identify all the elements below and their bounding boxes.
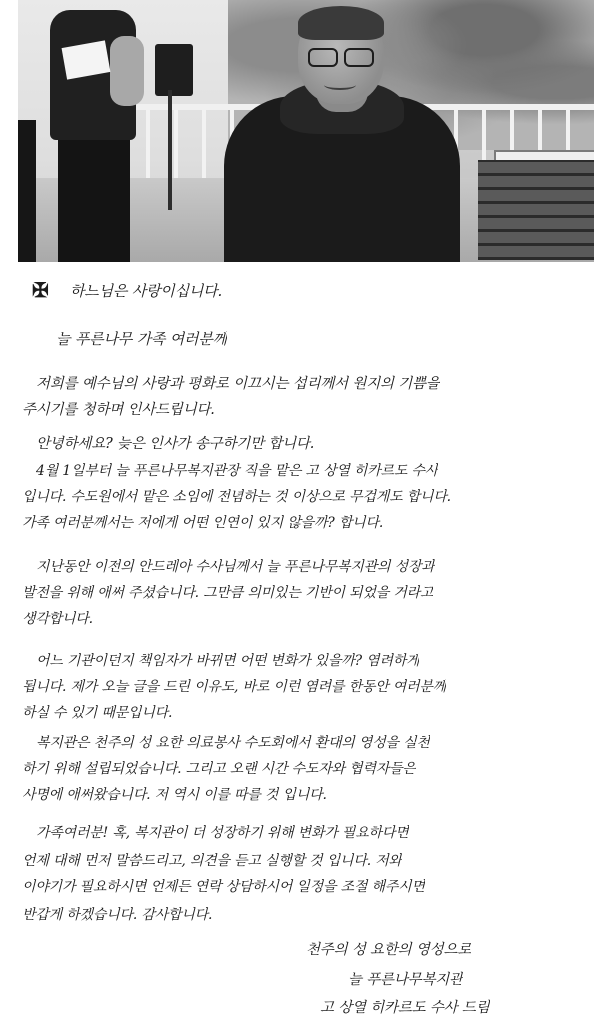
letter-line: 입니다. 수도원에서 맡은 소임에 전념하는 것 이상으로 무겁게도 합니다.	[22, 489, 451, 505]
letter-line: 이야기가 필요하시면 언제든 연락 상담하시어 일정을 조절 해주시면	[22, 879, 425, 895]
photo-dark-edge	[18, 120, 36, 262]
letter-line: 하실 수 있기 때문입니다.	[22, 705, 173, 721]
letter-greeting: 하느님은 사랑이십니다.	[70, 282, 223, 300]
letter-line: 가족여러분! 혹, 복지관이 더 성장하기 위해 변화가 필요하다면	[36, 825, 409, 841]
letter-line: 저희를 예수님의 사랑과 평화로 이끄시는 섭리께서 원지의 기쁨을	[36, 376, 440, 392]
letter-line: 발전을 위해 애써 주셨습니다. 그만큼 의미있는 기반이 되었을 거라고	[22, 585, 434, 601]
photo-person-legs	[58, 138, 130, 262]
monk-glasses	[308, 48, 374, 64]
letter-closing-line: 천주의 성 요한의 영성으로	[306, 942, 472, 958]
letter-closing-line: 늘 푸른나무복지관	[348, 972, 463, 988]
letter-line: 어느 기관이던지 책임자가 바뀌면 어떤 변화가 있을까? 염려하게	[36, 653, 420, 669]
photo-person-speaking	[38, 0, 148, 262]
letter-line: 언제 대해 먼저 말씀드리고, 의견을 듣고 실행할 것 입니다. 저와	[22, 853, 402, 869]
letter-recipient: 늘 푸른나무 가족 여러분께	[56, 330, 227, 348]
letter-line: 안녕하세요? 늦은 인사가 송구하기만 합니다.	[36, 436, 315, 452]
letter-line: 가족 여러분께서는 저에게 어떤 인연이 있지 않을까? 합니다.	[22, 515, 384, 531]
photo-speaker	[155, 44, 193, 96]
monk-smile	[324, 80, 356, 90]
header-photo	[18, 0, 594, 262]
monk-hair	[298, 6, 384, 40]
handwritten-letter	[22, 272, 597, 1022]
letter-line: 지난동안 이전의 안드레아 수사님께서 늘 푸른나무복지관의 성장과	[36, 559, 435, 575]
photo-speaker-stand	[168, 90, 172, 210]
letter-line: 생각합니다.	[22, 611, 93, 627]
letter-line: 복지관은 천주의 성 요한 의료봉사 수도회에서 환대의 영성을 실천	[36, 735, 430, 751]
letter-line: 사명에 애써왔습니다. 저 역시 이를 따를 것 입니다.	[22, 787, 327, 803]
letter-signature: 고 상열 히카르도 수사 드림	[320, 1000, 490, 1016]
letter-line: 주시기를 청하며 인사드립니다.	[22, 402, 215, 418]
cross-symbol-icon: ✠	[32, 278, 49, 302]
photo-crates	[478, 160, 594, 260]
photo-person-arm	[110, 36, 144, 106]
letter-line: 4월 1일부터 늘 푸른나무복지관장 직을 맡은 고 상열 히카르도 수사	[36, 463, 439, 479]
letter-line: 됩니다. 제가 오늘 글을 드린 이유도, 바로 이런 염려를 한동안 여러분께	[22, 679, 447, 695]
photo-monk	[224, 0, 460, 262]
letter-line: 하기 위해 설립되었습니다. 그리고 오랜 시간 수도자와 협력자들은	[22, 761, 416, 777]
letter-line: 반갑게 하겠습니다. 감사합니다.	[22, 907, 213, 923]
